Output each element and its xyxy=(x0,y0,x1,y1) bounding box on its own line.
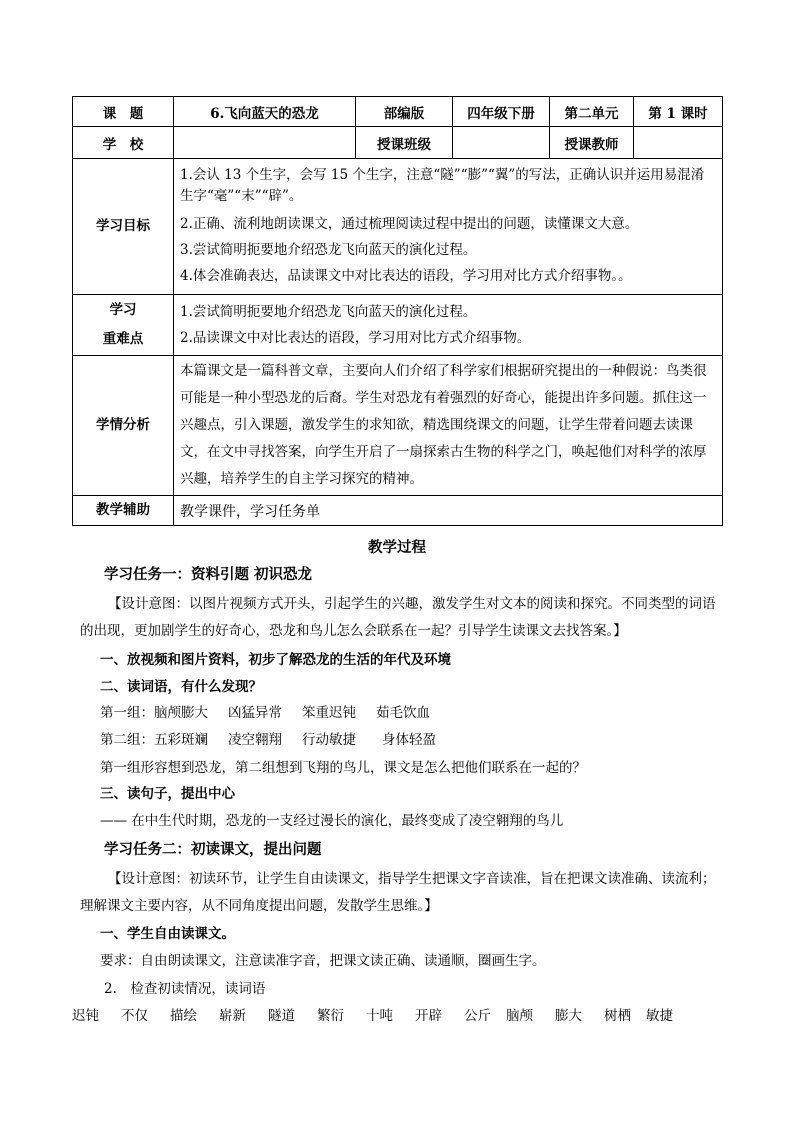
aid-content: 教学课件，学习任务单 xyxy=(174,496,723,526)
key-label-line-2: 重难点 xyxy=(102,331,144,347)
aid-row xyxy=(73,496,723,526)
key-label-line-1: 学习 xyxy=(109,302,137,318)
word-group-two xyxy=(100,728,436,748)
period: 第 1 课时 xyxy=(634,97,723,127)
word: 五彩斑斓 xyxy=(154,732,208,748)
group-one-label: 第一组： xyxy=(100,705,154,721)
step-three: 三、读句子，提出中心 xyxy=(100,786,235,802)
topic-label: 课 题 xyxy=(73,97,174,127)
key-points-content xyxy=(174,295,723,356)
key-item: 1.尝试简明扼要地介绍恐龙飞向蓝天的演化过程。 xyxy=(180,304,477,320)
goal-item: 3.尝试简明扼要地介绍恐龙飞向蓝天的演化过程。 xyxy=(180,241,477,258)
header-row xyxy=(73,97,723,127)
vocab-word: 开辟 xyxy=(415,1008,442,1024)
word: 凶猛异常 xyxy=(228,705,282,721)
teacher-value xyxy=(634,127,723,159)
word: 凌空翱翔 xyxy=(228,732,282,748)
goals-label: 学习目标 xyxy=(73,159,174,295)
design-intent-one: 【设计意图：以图片视频方式开头，引起学生的兴趣，激发学生对文本的阅读和探究。不同类型的词语的出现，更加剧学生的好奇心，恐龙和鸟儿怎么会联系在一起？引导学生读课文去找答案。】 xyxy=(80,596,716,639)
analysis-row xyxy=(73,356,723,496)
aid-label: 教学辅助 xyxy=(73,496,174,526)
grade: 四年级下册 xyxy=(453,97,550,127)
class-value xyxy=(453,127,550,159)
key-points-row xyxy=(73,295,723,356)
lesson-info-table xyxy=(72,96,723,526)
teacher-label: 授课教师 xyxy=(550,127,634,159)
vocab-word: 繁衍 xyxy=(317,1008,344,1024)
goal-item: 1.会认 13 个生字，会写 15 个生字，注意“隧”“膨”“翼”的写法，正确认识并运用易混淆生字“毫”“末”“辟”。 xyxy=(180,166,705,204)
edition: 部编版 xyxy=(356,97,453,127)
word-group-one xyxy=(100,701,430,721)
goal-item: 2.正确、流利地朗读课文，通过梳理阅读过程中提出的问题，读懂课文大意。 xyxy=(180,215,639,232)
requirement: 要求：自由朗读课文，注意读准字音，把课文读正确、读通顺，圈画生字。 xyxy=(100,953,546,969)
task-two-heading: 学习任务二：初读课文，提出问题 xyxy=(104,841,322,858)
lesson-title: 6.飞向蓝天的恐龙 xyxy=(174,97,356,127)
analysis-label: 学情分析 xyxy=(73,356,174,496)
word: 身体轻盈 xyxy=(382,732,436,748)
vocab-word: 十吨 xyxy=(366,1008,393,1024)
design-intent-two: 【设计意图：初读环节，让学生自由读课文，指导学生把课文字音读准，旨在把课文读准确、读流利；理解课文主要内容，从不同角度提出问题，发散学生思维。】 xyxy=(80,871,716,914)
vocab-word: 敏捷 xyxy=(646,1008,673,1024)
word: 笨重迟钝 xyxy=(302,705,356,721)
vocab-word: 迟钝 xyxy=(72,1008,99,1024)
process-title: 教学过程 xyxy=(368,539,426,556)
word: 脑颅膨大 xyxy=(154,705,208,721)
key-points-label xyxy=(73,295,174,356)
vocab-word: 描绘 xyxy=(170,1008,197,1024)
step-one: 一、放视频和图片资料，初步了解恐龙的生活的年代及环境 xyxy=(100,652,451,668)
goals-content xyxy=(174,159,723,295)
task-two-step-two: 2. 检查初读情况，读词语 xyxy=(104,981,266,997)
step-two: 二、读词语，有什么发现？ xyxy=(100,679,262,695)
vocab-word: 膨大 xyxy=(555,1008,582,1024)
school-row xyxy=(73,127,723,159)
goal-item: 4.体会准确表达，品读课文中对比表达的语段，学习用对比方式介绍事物。。 xyxy=(180,267,632,284)
word: 茹毛饮血 xyxy=(376,705,430,721)
question: 第一组形容想到恐龙，第二组想到飞翔的鸟儿，课文是怎么把他们联系在一起的？ xyxy=(100,760,586,776)
vocab-word: 崭新 xyxy=(219,1008,246,1024)
analysis-content: 本篇课文是一篇科普文章，主要向人们介绍了科学家们根据研究提出的一种假说：鸟类很可能是一种小型恐龙的后裔。学生对恐龙有着强烈的好奇心，能提出许多问题。抓住这一兴趣点，引入课题，激发学生的求知欲，精选围绕课文的问题，让学生带着问题去读课文，在文中寻找答案，向学生开启了一扇探索古生物的科学之门，唤起他们对科学的浓厚兴趣，培养学生的自主学习探究的精神。 xyxy=(174,356,723,496)
vocab-word: 公斤 xyxy=(464,1008,491,1024)
word: 行动敏捷 xyxy=(302,732,356,748)
vocab-word: 脑颅 xyxy=(506,1008,533,1024)
class-label: 授课班级 xyxy=(356,127,453,159)
goals-row xyxy=(73,159,723,295)
vocab-word: 树栖 xyxy=(604,1008,631,1024)
vocab-word: 隧道 xyxy=(268,1008,295,1024)
group-two-label: 第二组： xyxy=(100,732,154,748)
key-item: 2.品读课文中对比表达的语段，学习用对比方式介绍事物。 xyxy=(180,330,531,346)
key-sentence: —— 在中生代时期，恐龙的一支经过漫长的演化，最终变成了凌空翱翔的鸟儿 xyxy=(100,813,564,829)
school-value xyxy=(174,127,356,159)
vocab-word: 不仅 xyxy=(121,1008,148,1024)
unit: 第二单元 xyxy=(550,97,634,127)
school-label: 学 校 xyxy=(73,127,174,159)
task-two-step-one: 一、学生自由读课文。 xyxy=(100,926,235,942)
task-one-heading: 学习任务一：资料引题 初识恐龙 xyxy=(104,566,313,583)
